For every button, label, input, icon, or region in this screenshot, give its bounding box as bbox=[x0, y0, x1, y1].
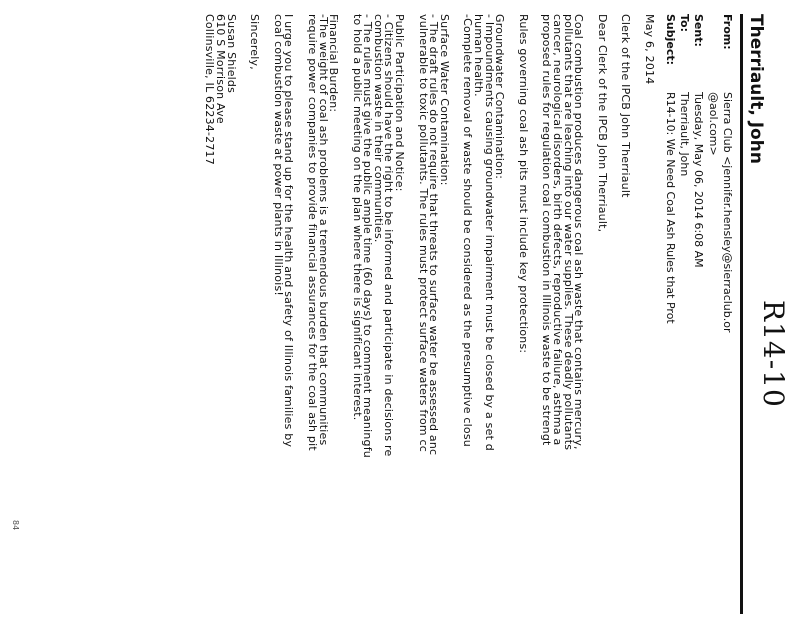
paragraph-line: require power companies to provide financial assurances for the coal ash pit bbox=[305, 14, 319, 451]
section-heading: Groundwater Contamination: bbox=[493, 14, 507, 180]
closing-appeal bbox=[271, 14, 296, 618]
header-value: Therriault, John bbox=[678, 92, 691, 177]
header-value: R14-10: We Need Coal Ash Rules that Prot bbox=[664, 92, 677, 324]
section-heading: Financial Burden: bbox=[327, 14, 341, 113]
letter-salutation: Dear Clerk of the IPCB John Therriault, bbox=[595, 14, 609, 233]
paragraph-line: I urge you to please stand up for the health and safety of Illinois families by bbox=[282, 14, 296, 448]
intro-paragraph bbox=[540, 14, 586, 618]
header-label: From: bbox=[721, 14, 734, 50]
rules-intro: Rules governing coal ash pits must include key protections: bbox=[516, 14, 530, 354]
paragraph-line: -Complete removal of waste should be considered as the presumptive closu bbox=[461, 14, 475, 447]
signature-block bbox=[204, 14, 236, 618]
page-mark: 84 bbox=[11, 520, 20, 531]
signer-street: 610 S Morrison Ave bbox=[213, 14, 227, 124]
paragraph-line: - Impoundments causing groundwater impairment must be closed by a set d bbox=[482, 14, 496, 451]
surface-water-section bbox=[417, 14, 449, 618]
public-participation-section bbox=[350, 14, 407, 618]
paragraph-line: pollutants that are leaching into our water supplies. These deadly pollutants bbox=[561, 14, 575, 451]
section-heading: Public Participation and Notice: bbox=[393, 14, 407, 192]
signer-city: Collinsville, IL 62234-2717 bbox=[203, 14, 217, 165]
sender-name-heading: Therriault, John bbox=[746, 14, 766, 164]
header-label: Sent: bbox=[692, 14, 705, 47]
letter-body bbox=[204, 14, 654, 618]
groundwater-section bbox=[461, 14, 507, 618]
paragraph-line: - The draft rules do not require that threats to surface water be assessed anc bbox=[427, 14, 441, 456]
section-heading: Surface Water Contamination: bbox=[437, 14, 451, 186]
letter-recipient: Clerk of the IPCB John Therriault bbox=[619, 14, 633, 198]
paragraph-line: Coal combustion produces dangerous coal ash waste that contains mercury, bbox=[572, 14, 586, 450]
header-value: @aol.com> bbox=[707, 92, 720, 156]
letter-date: May 6, 2014 bbox=[643, 14, 656, 85]
header-label: Subject: bbox=[664, 14, 677, 66]
signer-name: Susan Shields bbox=[224, 14, 238, 94]
document-number: R14-10 bbox=[757, 300, 790, 408]
header-value: Tuesday, May 06, 2014 6:08 AM bbox=[692, 92, 705, 268]
financial-burden-section bbox=[305, 14, 341, 618]
paragraph-line: coal combustion waste at power plants in Illinois! bbox=[271, 14, 285, 297]
paragraph-line: vulnerable to toxic pollutants. The rules must protect surface waters from cc bbox=[416, 14, 430, 453]
paragraph-line: cancer, neurological disorders, birth defects, reproductive failure, asthma a bbox=[551, 14, 565, 446]
paragraph-line: - The rules must give the public ample time (60 days) to comment meaningfu bbox=[361, 14, 375, 458]
paragraph-line: human health. bbox=[472, 14, 486, 97]
paragraph-line: - Citizens should have the right to be informed and participate in decisions re bbox=[382, 14, 396, 457]
paragraph-line: combustion waste in their communities. bbox=[371, 14, 385, 243]
header-label: To: bbox=[678, 14, 691, 32]
letter-closing: Sincerely, bbox=[248, 14, 262, 70]
heading-rule bbox=[740, 14, 743, 614]
paragraph-line: -The weight of coal ash problems is a tremendous burden that communities bbox=[316, 14, 330, 446]
paragraph-line: to hold a public meeting on the plan where there is significant interest. bbox=[350, 14, 364, 421]
paragraph-line: proposed rules for regulation coal combustion in Illinois waste to be strengt bbox=[540, 14, 554, 446]
header-value: Sierra Club <jennifer.hensley@sierraclub.or bbox=[721, 92, 734, 333]
